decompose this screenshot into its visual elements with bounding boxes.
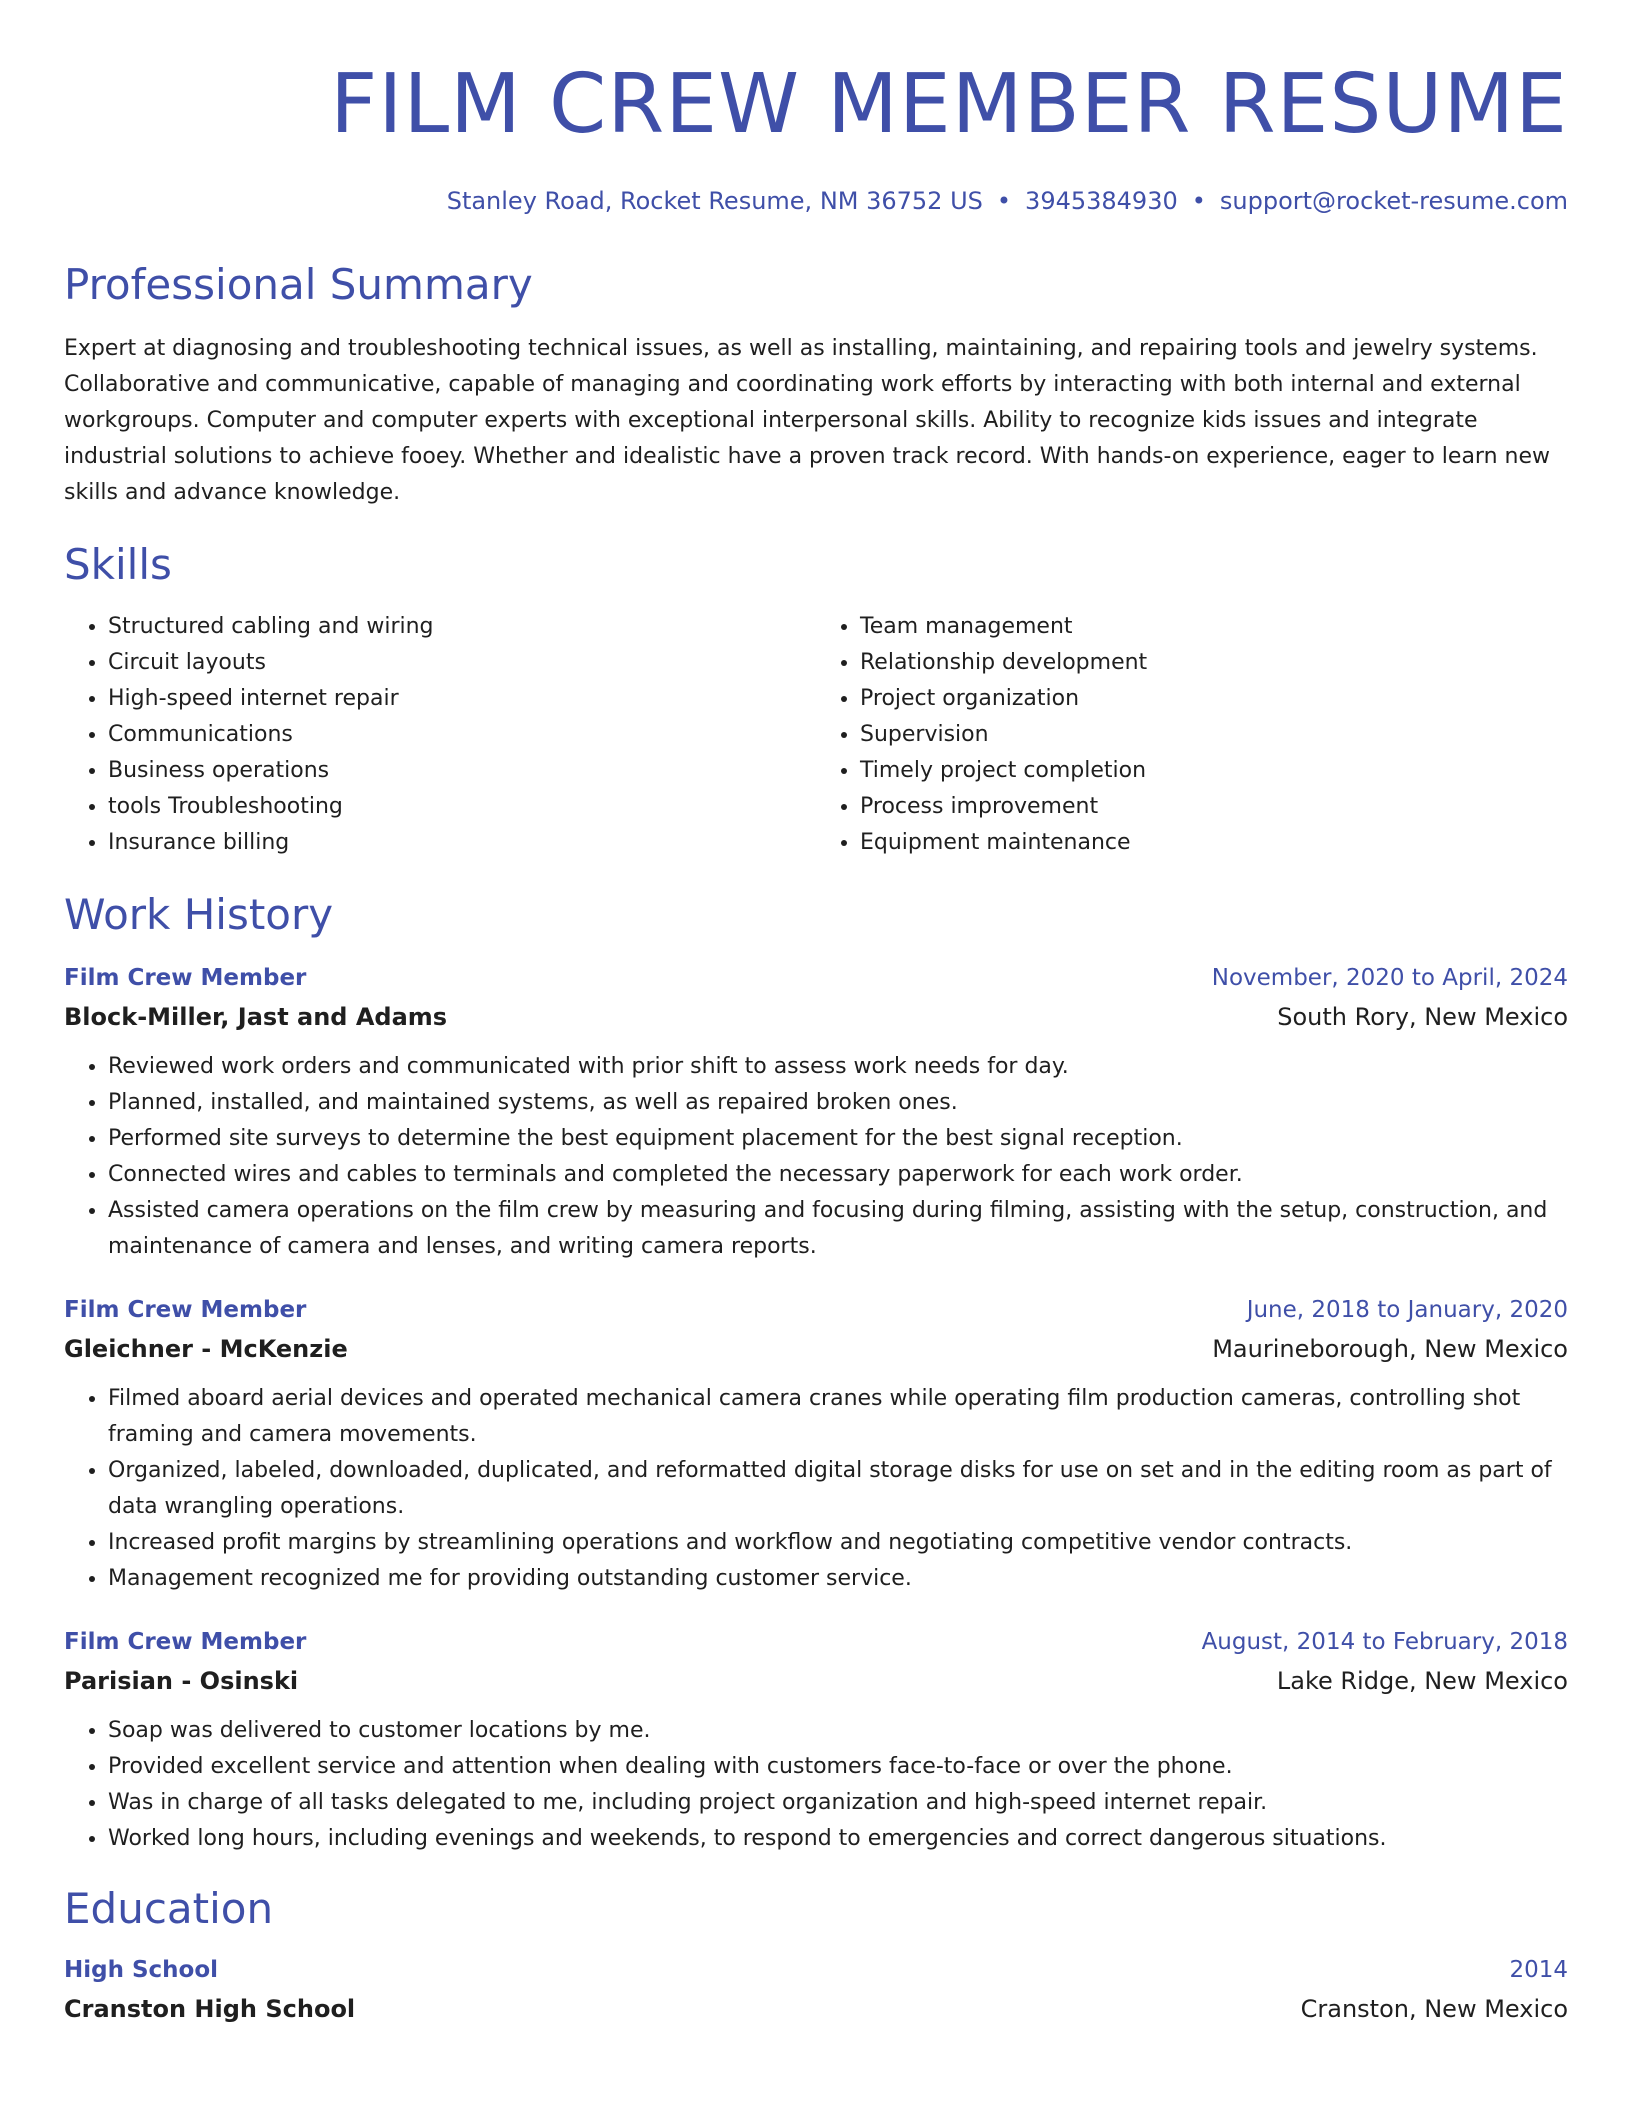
job-bullet: • Organized, labeled, downloaded, duplicated, and reformatted digital storage disks for use on set and in the editing room as part of data wrangling operations. bbox=[108, 1453, 1568, 1525]
job-bullets bbox=[64, 1049, 1568, 1265]
job-title: Film Crew Member bbox=[64, 1297, 307, 1323]
contact-separator: • bbox=[1191, 187, 1206, 215]
contact-address: Stanley Road, Rocket Resume, NM 36752 US bbox=[446, 187, 983, 215]
summary-text: Expert at diagnosing and troubleshooting technical issues, as well as installing, maintaining, and repairing tools and jewelry systems. Collaborative and communicative, capable of managing and coordinating work efforts by interacting with both internal and external workgroups. Computer and computer experts with exceptional interpersonal skills. Ability to recognize kids issues and integrate industrial solutions to achieve fooey. Whether and idealistic have a proven track record. With hands-on experience, eager to learn new skills and advance knowledge. bbox=[64, 336, 1550, 505]
job-bullets bbox=[64, 1713, 1568, 1857]
summary-heading: Professional Summary bbox=[64, 260, 533, 309]
skills-columns bbox=[64, 609, 1568, 861]
skill-item: • tools Troubleshooting bbox=[108, 789, 816, 825]
job-bullet: • Management recognized me for providing outstanding customer service. bbox=[108, 1561, 1568, 1597]
skill-item: • Structured cabling and wiring bbox=[108, 609, 816, 645]
skills-right-list bbox=[816, 609, 1568, 861]
skill-item: • Equipment maintenance bbox=[860, 825, 1568, 861]
job-title: Film Crew Member bbox=[64, 965, 307, 991]
job-company: Parisian - Osinski bbox=[64, 1667, 299, 1695]
skill-item: • Relationship development bbox=[860, 645, 1568, 681]
job-bullet: • Filmed aboard aerial devices and operated mechanical camera cranes while operating film production cameras, controlling shot framing and camera movements. bbox=[108, 1381, 1568, 1453]
contact-email[interactable]: support@rocket-resume.com bbox=[1219, 187, 1568, 215]
job-bullet: • Assisted camera operations on the film crew by measuring and focusing during filming, assisting with the setup, construction, and maintenance of camera and lenses, and writing camera reports. bbox=[108, 1193, 1568, 1265]
job-location: South Rory, New Mexico bbox=[1277, 1003, 1568, 1031]
job-bullet: • Performed site surveys to determine the best equipment placement for the best signal reception. bbox=[108, 1121, 1568, 1157]
skill-item: • High-speed internet repair bbox=[108, 681, 816, 717]
work-history-heading: Work History bbox=[64, 890, 334, 939]
job-bullet: • Was in charge of all tasks delegated to me, including project organization and high-speed internet repair. bbox=[108, 1785, 1568, 1821]
job-company-row bbox=[64, 1329, 1568, 1369]
education-degree: High School bbox=[64, 1957, 219, 1983]
job-dates: August, 2014 to February, 2018 bbox=[1201, 1629, 1568, 1655]
summary-section bbox=[64, 259, 1568, 511]
skills-left-list bbox=[64, 609, 816, 861]
job-bullet: • Connected wires and cables to terminals and completed the necessary paperwork for each work order. bbox=[108, 1157, 1568, 1193]
job-location: Lake Ridge, New Mexico bbox=[1276, 1667, 1568, 1695]
job-entry bbox=[64, 959, 1568, 1265]
job-bullets bbox=[64, 1381, 1568, 1597]
job-location: Maurineborough, New Mexico bbox=[1212, 1335, 1568, 1363]
skill-item: • Business operations bbox=[108, 753, 816, 789]
education-location: Cranston, New Mexico bbox=[1300, 1995, 1568, 2023]
skill-item: • Supervision bbox=[860, 717, 1568, 753]
job-dates: November, 2020 to April, 2024 bbox=[1211, 965, 1568, 991]
job-title-row bbox=[64, 1291, 1568, 1329]
job-company: Gleichner - McKenzie bbox=[64, 1335, 348, 1363]
resume-page bbox=[64, 0, 1568, 2029]
skill-item: • Circuit layouts bbox=[108, 645, 816, 681]
education-section bbox=[64, 1883, 1568, 2029]
skill-item: • Timely project completion bbox=[860, 753, 1568, 789]
skill-item: • Project organization bbox=[860, 681, 1568, 717]
job-entry bbox=[64, 1623, 1568, 1857]
job-dates: June, 2018 to January, 2020 bbox=[1246, 1297, 1568, 1323]
job-company-row bbox=[64, 1661, 1568, 1701]
education-entry bbox=[64, 1951, 1568, 2029]
contact-phone: 3945384930 bbox=[1025, 187, 1178, 215]
skill-item: • Team management bbox=[860, 609, 1568, 645]
job-entry bbox=[64, 1291, 1568, 1597]
education-school-row bbox=[64, 1989, 1568, 2029]
job-title: Film Crew Member bbox=[64, 1629, 307, 1655]
job-bullet: • Worked long hours, including evenings and weekends, to respond to emergencies and correct dangerous situations. bbox=[108, 1821, 1568, 1857]
contact-separator: • bbox=[996, 187, 1012, 215]
job-bullet: • Soap was delivered to customer locations by me. bbox=[108, 1713, 1568, 1749]
job-title-row bbox=[64, 959, 1568, 997]
job-title-row bbox=[64, 1623, 1568, 1661]
skill-item: • Insurance billing bbox=[108, 825, 816, 861]
education-degree-row bbox=[64, 1951, 1568, 1989]
job-company-row bbox=[64, 997, 1568, 1037]
education-school: Cranston High School bbox=[64, 1995, 356, 2023]
skills-heading: Skills bbox=[64, 540, 172, 589]
job-bullet: • Planned, installed, and maintained systems, as well as repaired broken ones. bbox=[108, 1085, 1568, 1121]
work-history-section bbox=[64, 889, 1568, 1857]
education-year: 2014 bbox=[1509, 1957, 1568, 1983]
contact-line bbox=[64, 187, 1568, 215]
job-bullet: • Reviewed work orders and communicated with prior shift to assess work needs for day. bbox=[108, 1049, 1568, 1085]
job-company: Block-Miller, Jast and Adams bbox=[64, 1003, 448, 1031]
job-bullet: • Provided excellent service and attention when dealing with customers face-to-face or over the phone. bbox=[108, 1749, 1568, 1785]
education-heading: Education bbox=[64, 1884, 274, 1933]
skills-section bbox=[64, 539, 1568, 861]
resume-title: FILM CREW MEMBER RESUME bbox=[330, 57, 1568, 152]
skill-item: • Process improvement bbox=[860, 789, 1568, 825]
skill-item: • Communications bbox=[108, 717, 816, 753]
job-bullet: • Increased profit margins by streamlining operations and workflow and negotiating competitive vendor contracts. bbox=[108, 1525, 1568, 1561]
